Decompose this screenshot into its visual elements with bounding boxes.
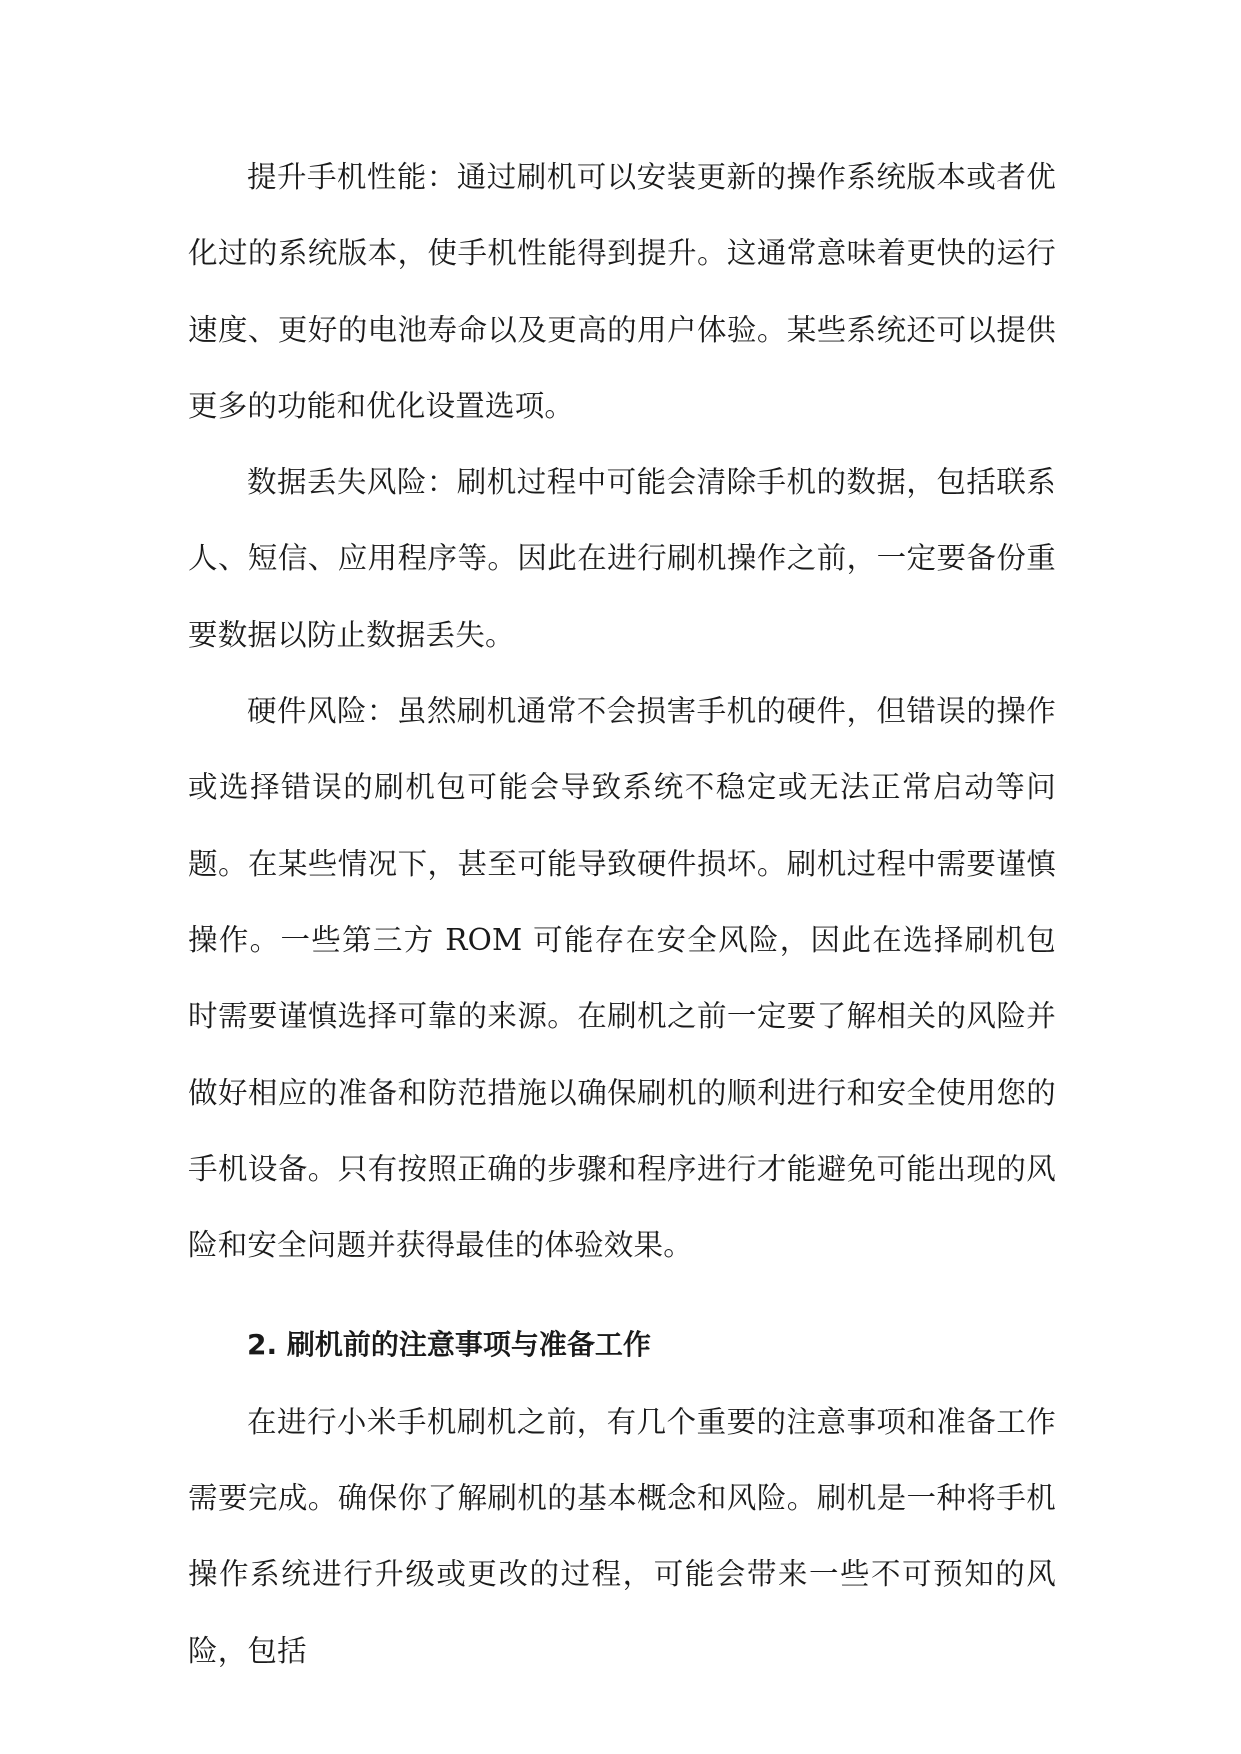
paragraph-data-loss-risk: 数据丢失风险：刷机过程中可能会清除手机的数据，包括联系人、短信、应用程序等。因此在进行刷机操作之前，一定要备份重要数据以防止数据丢失。 xyxy=(188,465,1056,652)
paragraph-performance: 提升手机性能：通过刷机可以安装更新的操作系统版本或者优化过的系统版本，使手机性能得到提升。这通常意味着更快的运行速度、更好的电池寿命以及更高的用户体验。某些系统还可以提供更多的功能和优化设置选项。 xyxy=(188,160,1056,423)
document-body xyxy=(188,139,1056,1689)
paragraph-preparation: 在进行小米手机刷机之前，有几个重要的注意事项和准备工作需要完成。确保你了解刷机的基本概念和风险。刷机是一种将手机操作系统进行升级或更改的过程，可能会带来一些不可预知的风险，包括 xyxy=(188,1404,1056,1668)
paragraph-hardware-risk: 硬件风险：虽然刷机通常不会损害手机的硬件，但错误的操作或选择错误的刷机包可能会导致系统不稳定或无法正常启动等问题。在某些情况下，甚至可能导致硬件损坏。刷机过程中需要谨慎操作。一些第三方 ROM 可能存在安全风险，因此在选择刷机包时需要谨慎选择可靠的来源。在刷机之前一定要了解相关的风险并做好相应的准备和防范措施以确保刷机的顺利进行和安全使用您的手机设备。只有按照正确的步骤和程序进行才能避免可能出现的风险和安全问题并获得最佳的体验效果。 xyxy=(188,694,1056,1263)
section-heading: 2. 刷机前的注意事项与准备工作 xyxy=(247,1328,651,1362)
